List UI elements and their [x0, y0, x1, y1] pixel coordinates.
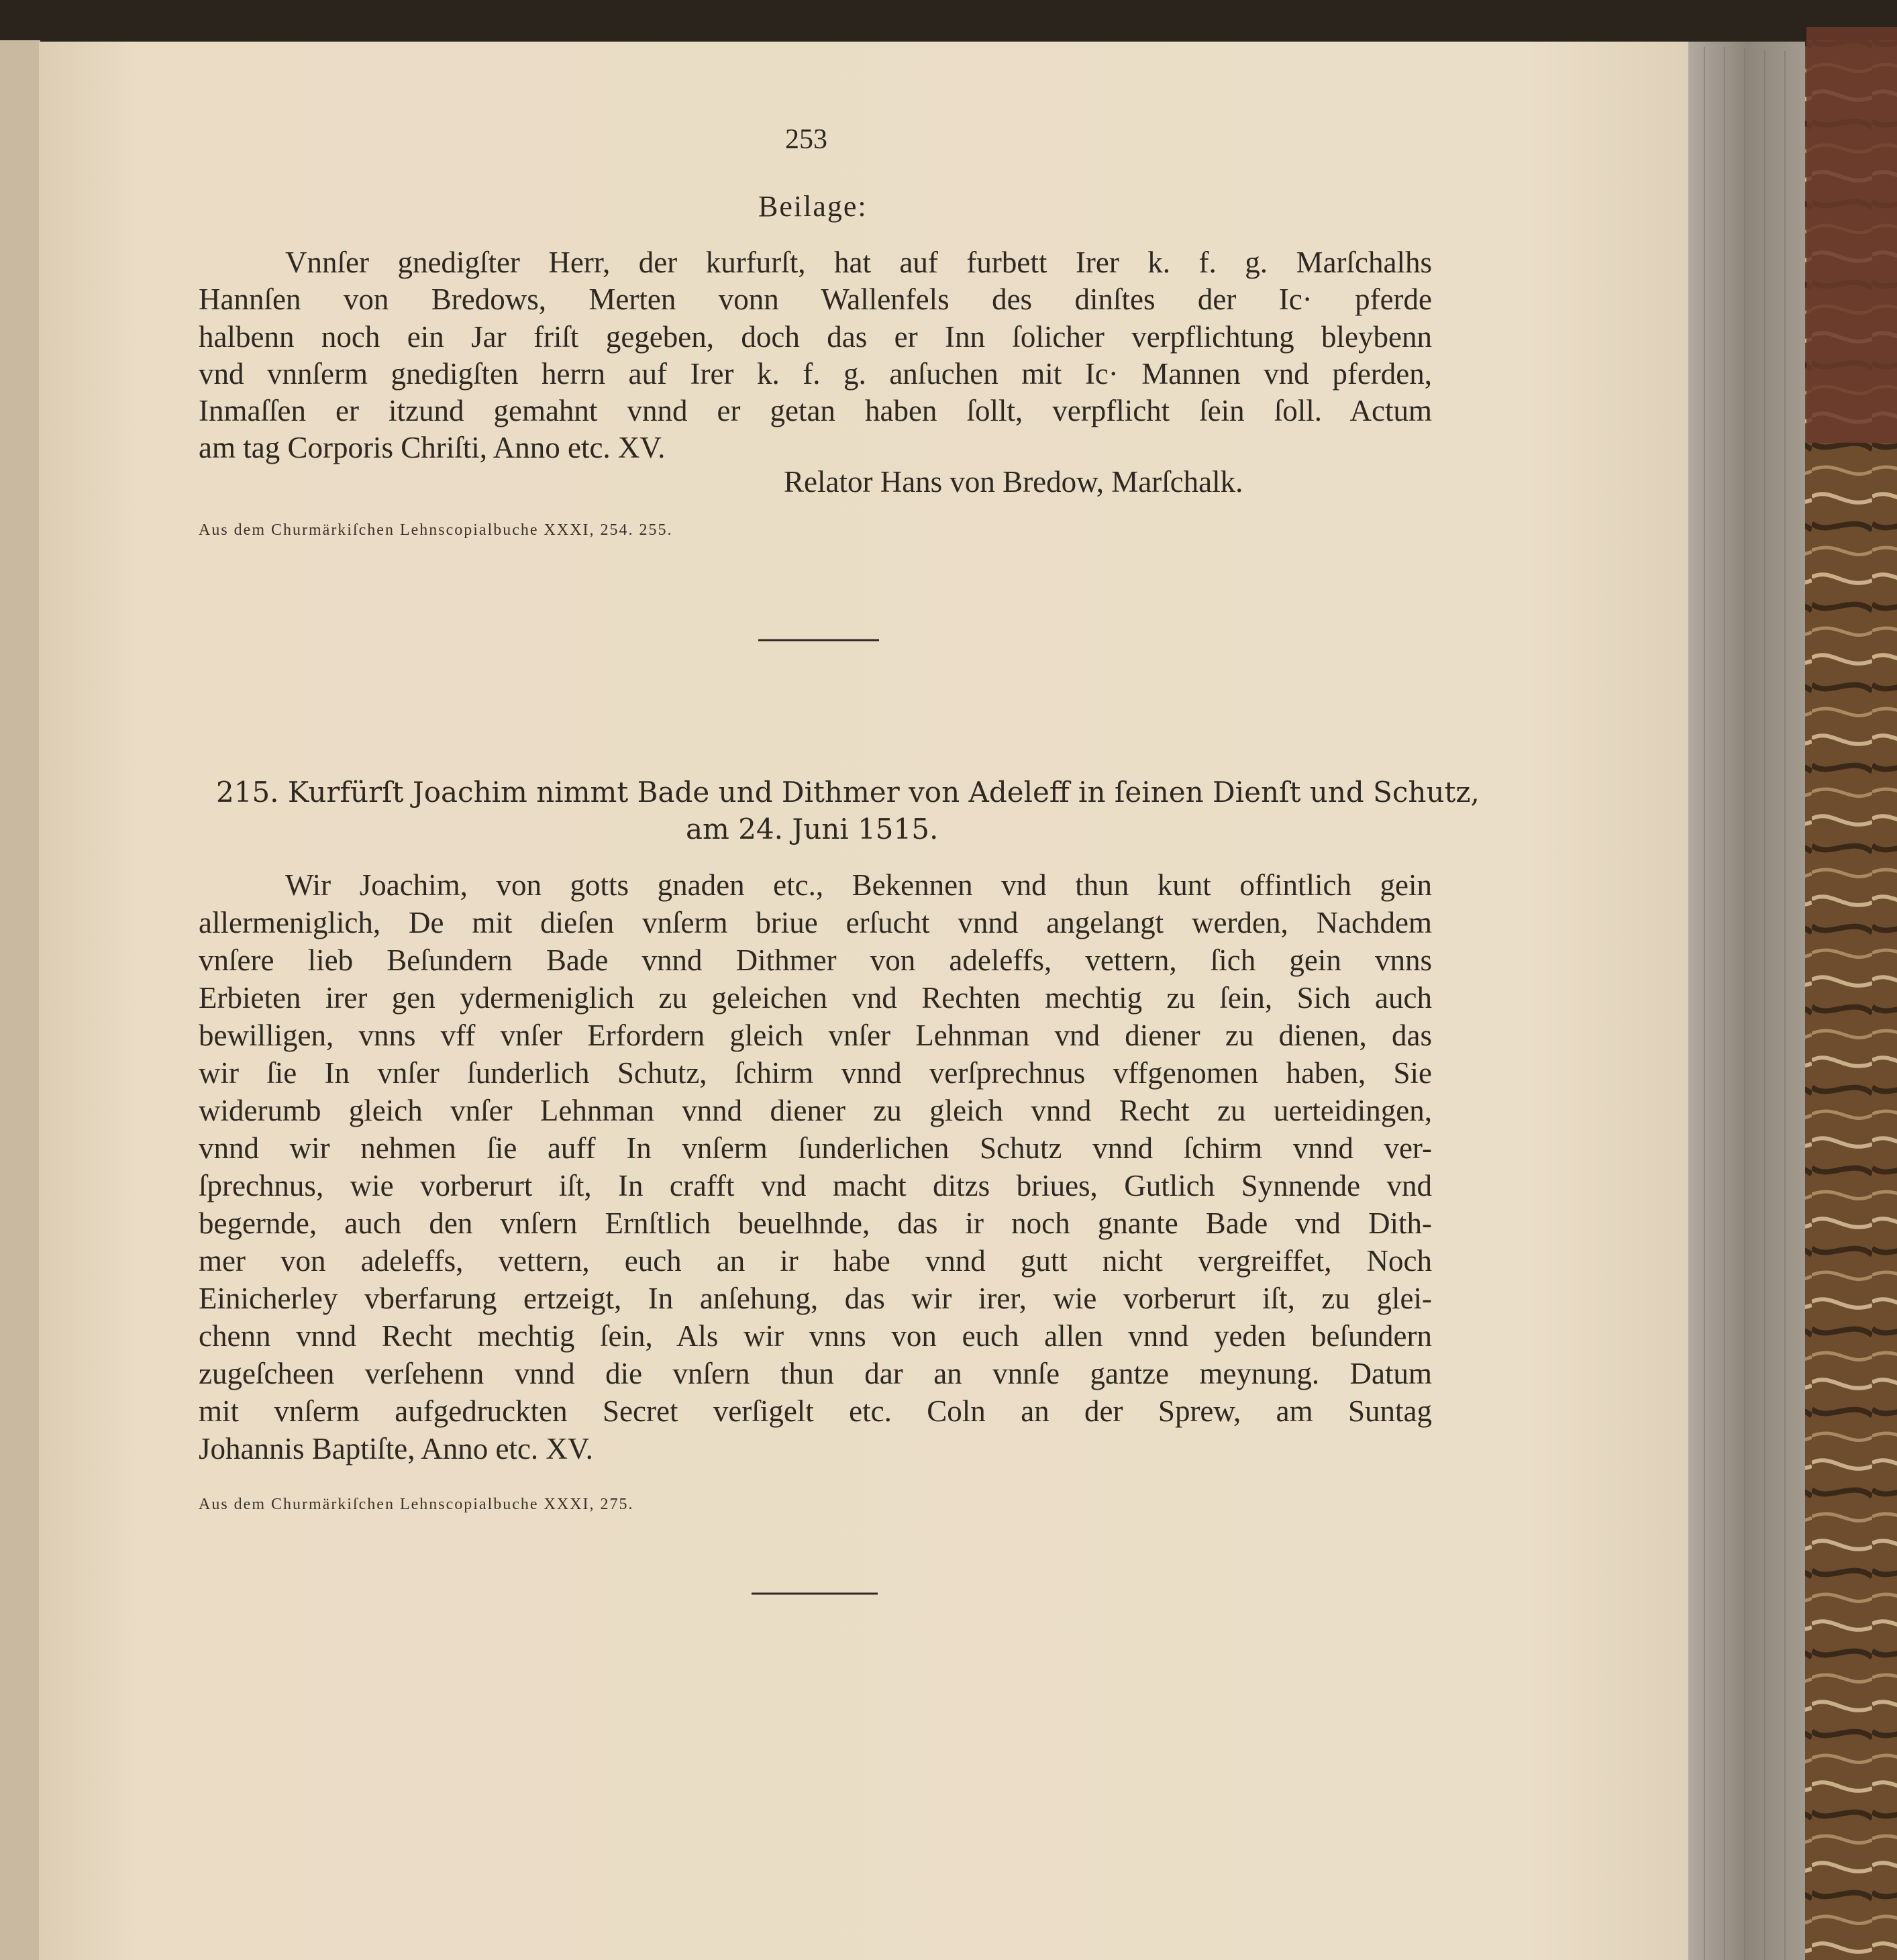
text-line: vnnd wir nehmen ſie auff In vnſerm ſunderlichen Schutz vnnd ſchirm vnnd ver-: [199, 1131, 1432, 1165]
text-line: widerumb gleich vnſer Lehnman vnnd diener zu gleich vnnd Recht zu uerteidingen,: [199, 1094, 1432, 1127]
text-line: begernde, auch den vnſern Ernſtlich beuelhnde, das ir noch gnante Bade vnd Dith-: [199, 1206, 1432, 1240]
text-line: Wir Joachim, von gotts gnaden etc., Bekennen vnd thun kunt offintlich gein: [285, 868, 1432, 902]
text-line: zugeſcheen verſehenn vnnd die vnſern thun dar an vnnſe gantze meynung. Datum: [199, 1357, 1432, 1390]
source-note: Aus dem Churmärkiſchen Lehnscopialbuche XXXI, 254. 255.: [199, 521, 673, 539]
text-line: bewilligen, vnns vff vnſer Erfordern gleich vnſer Lehnman vnd diener zu dienen, das: [199, 1019, 1432, 1052]
text-line: Einicherley vberfarung ertzeigt, In anſehung, das wir irer, wie vorberurt iſt, zu glei-: [199, 1282, 1432, 1315]
text-line: Hannſen von Bredows, Merten vonn Wallenfels des dinſtes der Ic· pferde: [199, 282, 1432, 316]
leather-binding: [1806, 27, 1897, 443]
text-line: ſprechnus, wie vorberurt iſt, In crafft vnd macht ditzs briues, Gutlich Synnende vnd: [199, 1169, 1432, 1202]
text-line: mer von adeleffs, vettern, euch an ir habe vnnd gutt nicht vergreiffet, Noch: [199, 1244, 1432, 1278]
text-line: vnd vnnſerm gnedigſten herrn auf Irer k. f. g. anſuchen mit Ic· Mannen vnd pferden,: [199, 357, 1432, 391]
document-heading: 215. Kurfürſt Joachim nimmt Bade und Dithmer von Adeleff in ſeinen Dienſt und Schutz,: [216, 776, 1480, 809]
text-line: allermeniglich, De mit dieſen vnſerm briue erſucht vnnd angelangt werden, Nachdem: [199, 906, 1432, 939]
signature-line: Relator Hans von Bredow, Marſchalk.: [784, 465, 1243, 499]
document-date: am 24. Juni 1515.: [686, 813, 939, 845]
text-line: Inmaſſen er itzund gemahnt vnnd er getan haben ſollt, verpflicht ſein ſoll. Actum: [199, 394, 1432, 427]
section-title: Beilage:: [758, 190, 868, 223]
text-line: am tag Corporis Chriſti, Anno etc. XV.: [199, 431, 666, 464]
text-line: mit vnſerm aufgedruckten Secret verſigelt etc. Coln an der Sprew, am Suntag: [199, 1394, 1432, 1428]
page-number: 253: [785, 124, 827, 155]
text-line: halbenn noch ein Jar friſt gegeben, doch das er Inn ſolicher verpflichtung bleybenn: [199, 320, 1432, 354]
text-line: vnſere lieb Beſundern Bade vnnd Dithmer von adeleffs, vettern, ſich gein vnns: [199, 943, 1432, 977]
text-line: Erbieten irer gen ydermeniglich zu geleichen vnd Rechten mechtig zu ſein, Sich auch: [199, 981, 1432, 1015]
source-note: Aus dem Churmärkiſchen Lehnscopialbuche XXXI, 275.: [199, 1496, 634, 1513]
text-line: Johannis Baptiſte, Anno etc. XV.: [199, 1432, 593, 1465]
left-page-edge: [0, 40, 40, 1960]
text-line: wir ſie In vnſer ſunderlich Schutz, ſchirm vnnd verſprechnus vffgenomen haben, Sie: [199, 1056, 1432, 1090]
text-line: chenn vnnd Recht mechtig ſein, Als wir vnns von euch allen vnnd yeden beſundern: [199, 1319, 1432, 1353]
text-line: Vnnſer gnedigſter Herr, der kurfurſt, hat auf furbett Irer k. f. g. Marſchalhs: [285, 246, 1432, 279]
page-stack-edges: [1688, 42, 1806, 1960]
